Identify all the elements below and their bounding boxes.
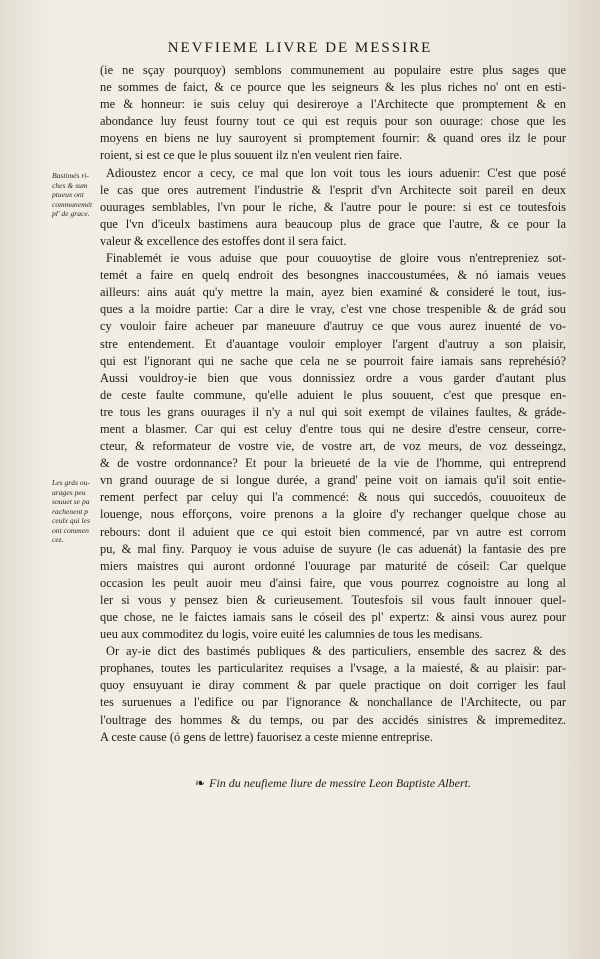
margin-note-line: cez. xyxy=(52,535,64,544)
text-line: prophanes, toutes les particularitez requises a l'vsage, a la maiesté, & au plaisir: par- xyxy=(100,661,566,676)
text-line: (ie ne sçay pourquoy) semblons communement au populaire estre plus sages que xyxy=(100,63,566,77)
text-line: l'oultrage des hommes & du temps, ou par des accidés sinistres & impremeditez. xyxy=(100,712,566,727)
text-line: ques a la moidre partie: Car a dire le vray, c'est vne chose trespenible & de grád sou xyxy=(100,302,566,317)
colophon xyxy=(100,776,566,791)
margin-note-line: rachenent p xyxy=(52,506,89,516)
margin-note-line: pl' de grace. xyxy=(52,209,90,218)
text-line: valeur & excellence des estoffes dont il sera faict. xyxy=(100,233,347,248)
text-line: pu, & mal finy. Parquoy ie vous aduise de suyure (le cas aduenát) la fantasie des pre xyxy=(100,541,566,556)
text-line: & de vostre ordonnance? Et pour la brieueté de la vie de l'homme, qui entreprend xyxy=(100,456,566,471)
margin-note-line: ptueux ont xyxy=(52,190,84,199)
text-line: ne sommes de faict, & ce pource que les seigneurs & les plus riches no' ont en esti- xyxy=(100,80,566,95)
text-line: que chose, ne le faictes iamais sans le cóseil des pl' expertz: & ainsi vous aurez pour xyxy=(100,610,566,624)
text-line: Aussi vouldroy-ie bien que vous donnissiez ordre a vous garder d'autant plus xyxy=(100,370,566,385)
text-line: rebours: dont il aduient que ce qui estoit bien commencé, par vn autre est corrom xyxy=(100,524,566,539)
text-line: tes suruenues a l'edifice ou par l'ignorance & nonchallance de l'Architecte, ou par xyxy=(100,695,566,710)
text-line: Adioustez encor a cecy, ce mal que lon voit tous les iours aduenir: C'est que posé xyxy=(106,165,566,180)
colophon-text: Fin du neufieme liure de messire Leon Baptiste Albert. xyxy=(209,776,471,790)
text-line: le cas que ores autrement l'industrie & l'esprit d'vn Architecte soit pareil en deux xyxy=(100,182,566,197)
text-line: ment a blasmer. Car qui est celuy d'entre tous qui ne desire d'estre censeur, corre- xyxy=(100,421,566,436)
margin-note-line: Les grás ou- xyxy=(52,478,90,487)
margin-note-2 xyxy=(52,478,100,545)
margin-note-line: communemét xyxy=(52,199,93,209)
margin-note-line: Bastimés ri- xyxy=(52,171,89,180)
text-line: qui est l'ignorant qui ne sache que cela ne se pourroit faire iamais sans reprehésió? xyxy=(100,353,566,368)
text-line: rement perfect par celuy qui l'a commencé: & nous qui succedós, couuoiteux de xyxy=(100,490,566,505)
fleuron-icon: ❧ xyxy=(195,776,206,790)
text-line: que l'vn d'iceulx bastimens aura beaucoup plus de grace que l'autre, & ce pour la xyxy=(100,216,566,231)
text-line: me & honneur: ie suis celuy qui desireroye a l'Architecte que promptement & en xyxy=(100,97,566,112)
margin-note-line: urages peu xyxy=(52,487,86,497)
text-line: cy vouloir faire acheuer par maneuure d'autruy ce que vous aurez inuenté de vo- xyxy=(100,319,566,334)
margin-note-line: ceulx qui les xyxy=(52,516,90,525)
text-line: cteur, & reformateur de vostre vie, de vostre art, de voz meurs, de voz desseingz, xyxy=(100,439,566,454)
text-line: quoy ensuyuant ie diray comment & par quele practique on doit corriger les faul xyxy=(100,678,566,693)
margin-note-line: souuet se pa xyxy=(52,497,90,506)
text-line: A ceste cause (ó gens de lettre) fauorisez a ceste mienne entreprise. xyxy=(100,729,434,744)
margin-note-line: ches & sum xyxy=(52,180,88,190)
text-line: temét a faire en quelq endroit des besongnes inaccoustumées, & nó iamais veues xyxy=(100,268,566,283)
text-line: moyens en biens ne luy sauroyent si promptement fournir: & quand ores ilz le pour xyxy=(100,131,566,146)
text-line: Finablemét ie vous aduise que pour couuoytise de gloire vous n'entrepreniez sot- xyxy=(106,251,566,266)
text-line: abondance luy feust fourny tout ce qui est requis pour son ouurage: chose que les xyxy=(100,114,566,129)
text-line: tre tous les grans ouurages il n'y a nul qui soit exempt de vilaines faultes, & gráde- xyxy=(100,404,566,419)
margin-note-1 xyxy=(52,171,100,219)
text-line: ouurages semblables, l'vn pour le riche, & l'autre pour le poure: si est ce toutesfois xyxy=(100,199,566,214)
text-line: ailleurs: ains auát qu'y mettre la main, ayez bien examiné & consideré le tout, ius- xyxy=(100,285,566,300)
text-line: vn grand ouurage de si longue durée, a grand' peine voit on iamais qu'il soit entie- xyxy=(100,473,566,488)
margin-note-line: ont commen xyxy=(52,525,89,535)
text-line: Or ay-ie dict des bastimés publiques & des particuliers, ensemble des sacrez & des xyxy=(106,644,566,659)
text-line: ueu aux commoditez du logis, voire euité les calumnies de tous les medisans. xyxy=(100,627,483,642)
text-line: stre entendement. Et d'auantage vouloir employer l'argent d'autruy a son plaisir, xyxy=(100,336,566,351)
text-line: occasion les peult auoir meu d'ainsi faire, que vous pourrez cognoistre au long al xyxy=(100,575,566,590)
text-line: miers maistres qui auront ordonné l'ouurage par maturité de cóseil: Car quelque xyxy=(100,558,566,573)
running-header: NEVFIEME LIVRE DE MESSIRE xyxy=(167,40,433,56)
main-text xyxy=(100,62,566,746)
text-line: ler si vous y pensez bien & curieusement. Toutesfois sil vous fault innouer quel- xyxy=(100,592,566,607)
text-line: de ceste faulte commune, qu'elle aduient le plus souuent, c'est que presque en- xyxy=(100,387,566,402)
text-line: louenge, nous efforçons, voire prenons a la gloire d'y rechanger quelque chose au xyxy=(100,507,566,522)
text-line: roient, si est ce que le plus souuent ilz n'en veulent rien faire. xyxy=(100,148,403,163)
